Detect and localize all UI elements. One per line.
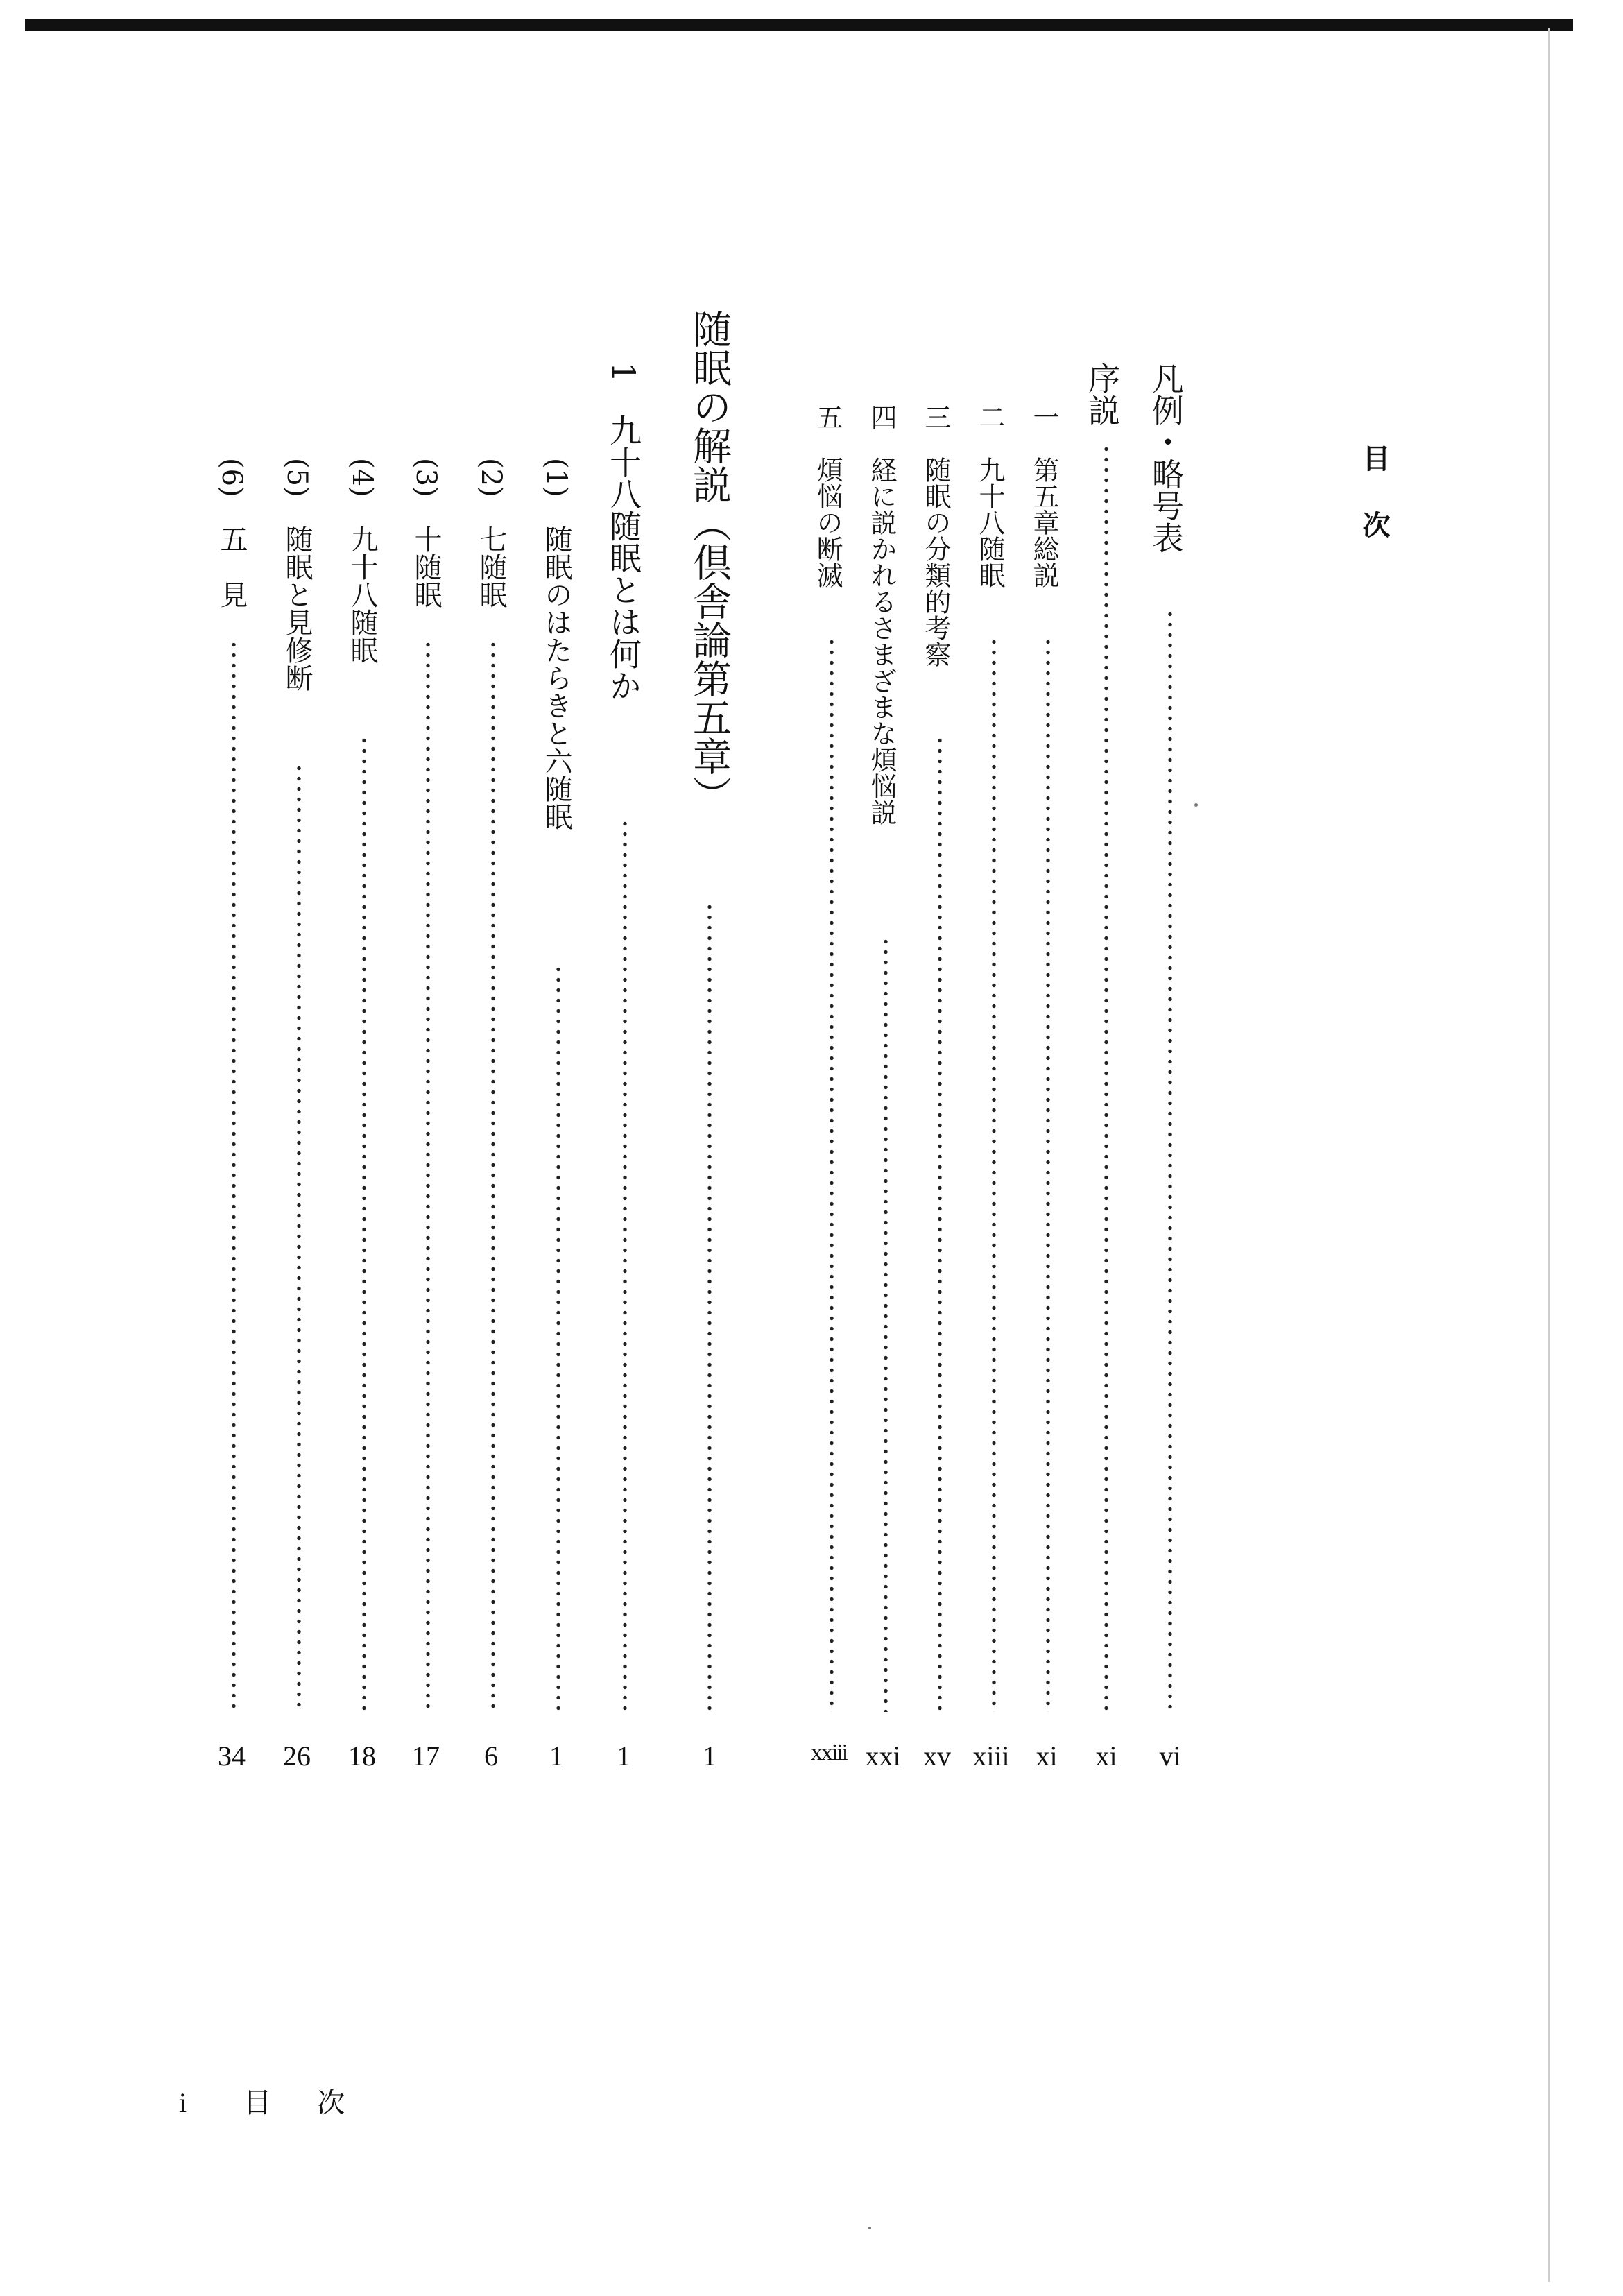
toc-page-number: 6 bbox=[484, 1740, 498, 1772]
leader-dots bbox=[884, 936, 888, 1712]
toc-page-number: xi bbox=[1036, 1740, 1058, 1772]
toc-entry-front-1[interactable] bbox=[1147, 362, 1185, 554]
toc-page-number: 17 bbox=[412, 1740, 440, 1772]
toc-entry-intro-1[interactable] bbox=[1031, 404, 1057, 588]
toc-label: (2) 七随眠 bbox=[475, 458, 507, 608]
toc-label: (5) 随眠と見修断 bbox=[281, 458, 313, 692]
page-edge-shadow bbox=[1548, 28, 1550, 2282]
toc-page-number: 1 bbox=[617, 1740, 630, 1772]
toc-page-number: xxi bbox=[865, 1740, 901, 1772]
toc-label: (6) 五 見 bbox=[216, 458, 248, 608]
scan-speck bbox=[868, 2227, 871, 2229]
toc-entry-subsection-6[interactable] bbox=[218, 458, 246, 608]
leader-dots bbox=[491, 640, 495, 1712]
page-heading: 目次 bbox=[1358, 444, 1390, 577]
toc-page-number: 1 bbox=[703, 1740, 716, 1772]
toc-entry-subsection-3[interactable] bbox=[412, 458, 440, 608]
leader-dots bbox=[938, 735, 942, 1712]
toc-label: (3) 十随眠 bbox=[410, 458, 442, 608]
leader-dots bbox=[1104, 444, 1108, 1712]
toc-page-number: 18 bbox=[348, 1740, 376, 1772]
toc-label: 一 第五章総説 bbox=[1029, 404, 1059, 588]
folio-number: i bbox=[179, 2087, 187, 2118]
leader-dots bbox=[426, 640, 430, 1712]
toc-entry-chapter[interactable] bbox=[687, 309, 732, 814]
toc-entry-subsection-1[interactable] bbox=[542, 458, 570, 830]
toc-page-number: 1 bbox=[549, 1740, 563, 1772]
toc-label: (1) 随眠のはたらきと六随眠 bbox=[540, 458, 572, 830]
toc-label: 序説 bbox=[1083, 362, 1121, 426]
toc-label: 随眠の解説（倶舎論第五章） bbox=[687, 309, 732, 814]
toc-entry-intro-5[interactable] bbox=[814, 404, 841, 588]
toc-page-number: 34 bbox=[218, 1740, 246, 1772]
leader-dots bbox=[1168, 609, 1172, 1712]
leader-dots bbox=[556, 964, 560, 1712]
leader-dots bbox=[992, 637, 996, 1712]
leader-dots bbox=[297, 763, 301, 1712]
toc-label: 1 九十八随眠とは何か bbox=[605, 362, 642, 702]
toc-label: 五 煩悩の断滅 bbox=[812, 404, 843, 588]
page-footer bbox=[179, 2081, 390, 2121]
leader-dots bbox=[232, 640, 236, 1712]
toc-page-number: xv bbox=[923, 1740, 951, 1772]
toc-entry-intro-3[interactable] bbox=[922, 404, 949, 667]
leader-dots bbox=[707, 902, 712, 1712]
toc-entry-intro-2[interactable] bbox=[974, 404, 1005, 588]
toc-label: 凡例・略号表 bbox=[1147, 362, 1185, 554]
toc-entry-subsection-5[interactable] bbox=[283, 458, 311, 692]
toc-entry-front-2[interactable] bbox=[1083, 362, 1121, 426]
toc-label: 三 随眠の分類的考察 bbox=[920, 404, 951, 667]
leader-dots bbox=[830, 637, 834, 1712]
toc-label: 二 九十八随眠 bbox=[974, 404, 1005, 588]
toc-page-number: xiii bbox=[972, 1740, 1010, 1772]
toc-entry-intro-4[interactable] bbox=[868, 404, 895, 825]
toc-page-number: vi bbox=[1159, 1740, 1181, 1772]
leader-dots bbox=[1046, 637, 1050, 1712]
toc-entry-section[interactable] bbox=[605, 362, 642, 702]
toc-label: 四 経に説かれるさまざまな煩悩説 bbox=[866, 404, 897, 825]
running-title: 目次 bbox=[243, 2087, 391, 2118]
toc-page-number: xxiii bbox=[810, 1740, 848, 1765]
toc-entry-subsection-4[interactable] bbox=[348, 458, 376, 664]
toc-page-number: xi bbox=[1095, 1740, 1117, 1772]
toc-entry-subsection-2[interactable] bbox=[477, 458, 505, 608]
leader-dots bbox=[362, 735, 366, 1712]
toc-label: (4) 九十八随眠 bbox=[346, 458, 378, 664]
top-rule bbox=[25, 19, 1573, 31]
toc-page-number: 26 bbox=[283, 1740, 311, 1772]
leader-dots bbox=[623, 819, 627, 1712]
scan-speck bbox=[1194, 803, 1198, 807]
